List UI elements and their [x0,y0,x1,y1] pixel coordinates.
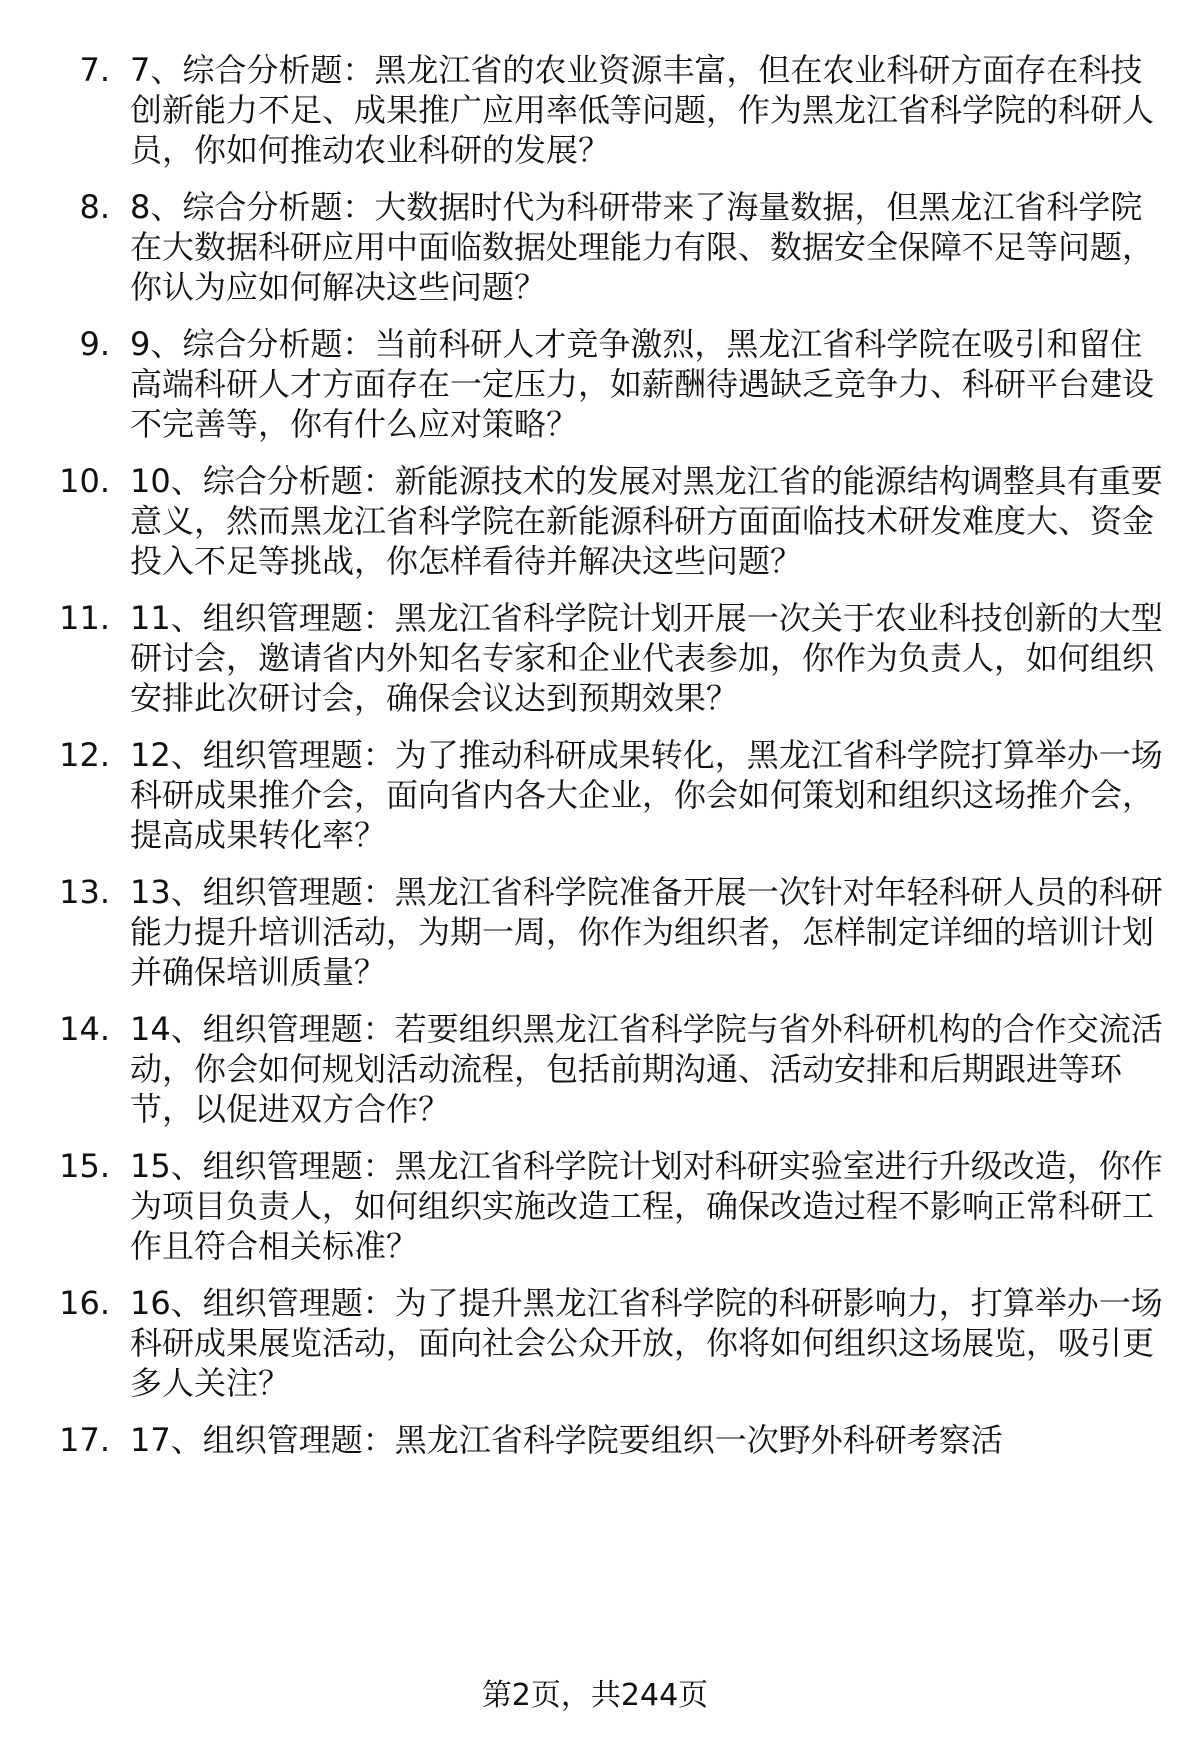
question-text: 13、组织管理题：黑龙江省科学院准备开展一次针对年轻科研人员的科研能力提升培训活动，为期一周，你作为组织者，怎样制定详细的培训计划并确保培训质量？ [130,873,1163,991]
question-number: 17. [59,1421,110,1459]
list-item [0,598,1190,718]
question-number: 10. [59,462,110,500]
question-text: 15、组织管理题：黑龙江省科学院计划对科研实验室进行升级改造，你作为项目负责人，如何组织实施改造工程，确保改造过程不影响正常科研工作且符合相关标准？ [130,1147,1163,1265]
question-text: 9、综合分析题：当前科研人才竞争激烈，黑龙江省科学院在吸引和留住高端科研人才方面存在一定压力，如薪酬待遇缺乏竞争力、科研平台建设不完善等，你有什么应对策略？ [130,325,1155,443]
question-text: 14、组织管理题：若要组织黑龙江省科学院与省外科研机构的合作交流活动，你会如何规划活动流程，包括前期沟通、活动安排和后期跟进等环节，以促进双方合作？ [130,1010,1163,1128]
question-number: 16. [59,1284,110,1322]
page-footer [0,1678,1190,1714]
page-number-label: 第2页，共244页 [481,1678,709,1713]
list-item [0,735,1190,855]
question-text: 17、组织管理题：黑龙江省科学院要组织一次野外科研考察活 [130,1421,1003,1459]
question-number: 9. [79,325,110,363]
question-text: 16、组织管理题：为了提升黑龙江省科学院的科研影响力，打算举办一场科研成果展览活动，面向社会公众开放，你将如何组织这场展览，吸引更多人关注？ [130,1284,1163,1402]
list-item [0,872,1190,992]
question-number: 14. [59,1010,110,1048]
question-text: 10、综合分析题：新能源技术的发展对黑龙江省的能源结构调整具有重要意义，然而黑龙江省科学院在新能源科研方面面临技术研发难度大、资金投入不足等挑战，你怎样看待并解决这些问题？ [130,462,1163,580]
question-number: 13. [59,873,110,911]
list-item [0,324,1190,444]
question-number: 11. [59,599,110,637]
question-text: 12、组织管理题：为了推动科研成果转化，黑龙江省科学院打算举办一场科研成果推介会，面向省内各大企业，你会如何策划和组织这场推介会，提高成果转化率？ [130,736,1163,854]
list-item [0,1146,1190,1266]
list-item [0,461,1190,581]
list-item [0,1420,1190,1460]
question-number: 15. [59,1147,110,1185]
question-number: 12. [59,736,110,774]
question-list [0,50,1190,1477]
list-item [0,50,1190,170]
list-item [0,187,1190,307]
question-number: 8. [79,188,110,226]
question-text: 8、综合分析题：大数据时代为科研带来了海量数据，但黑龙江省科学院在大数据科研应用中面临数据处理能力有限、数据安全保障不足等问题，你认为应如何解决这些问题？ [130,188,1155,306]
list-item [0,1283,1190,1403]
list-item [0,1009,1190,1129]
question-number: 7. [79,51,110,89]
question-text: 7、综合分析题：黑龙江省的农业资源丰富，但在农业科研方面存在科技创新能力不足、成果推广应用率低等问题，作为黑龙江省科学院的科研人员，你如何推动农业科研的发展？ [130,51,1155,169]
question-text: 11、组织管理题：黑龙江省科学院计划开展一次关于农业科技创新的大型研讨会，邀请省内外知名专家和企业代表参加，你作为负责人，如何组织安排此次研讨会，确保会议达到预期效果？ [130,599,1163,717]
